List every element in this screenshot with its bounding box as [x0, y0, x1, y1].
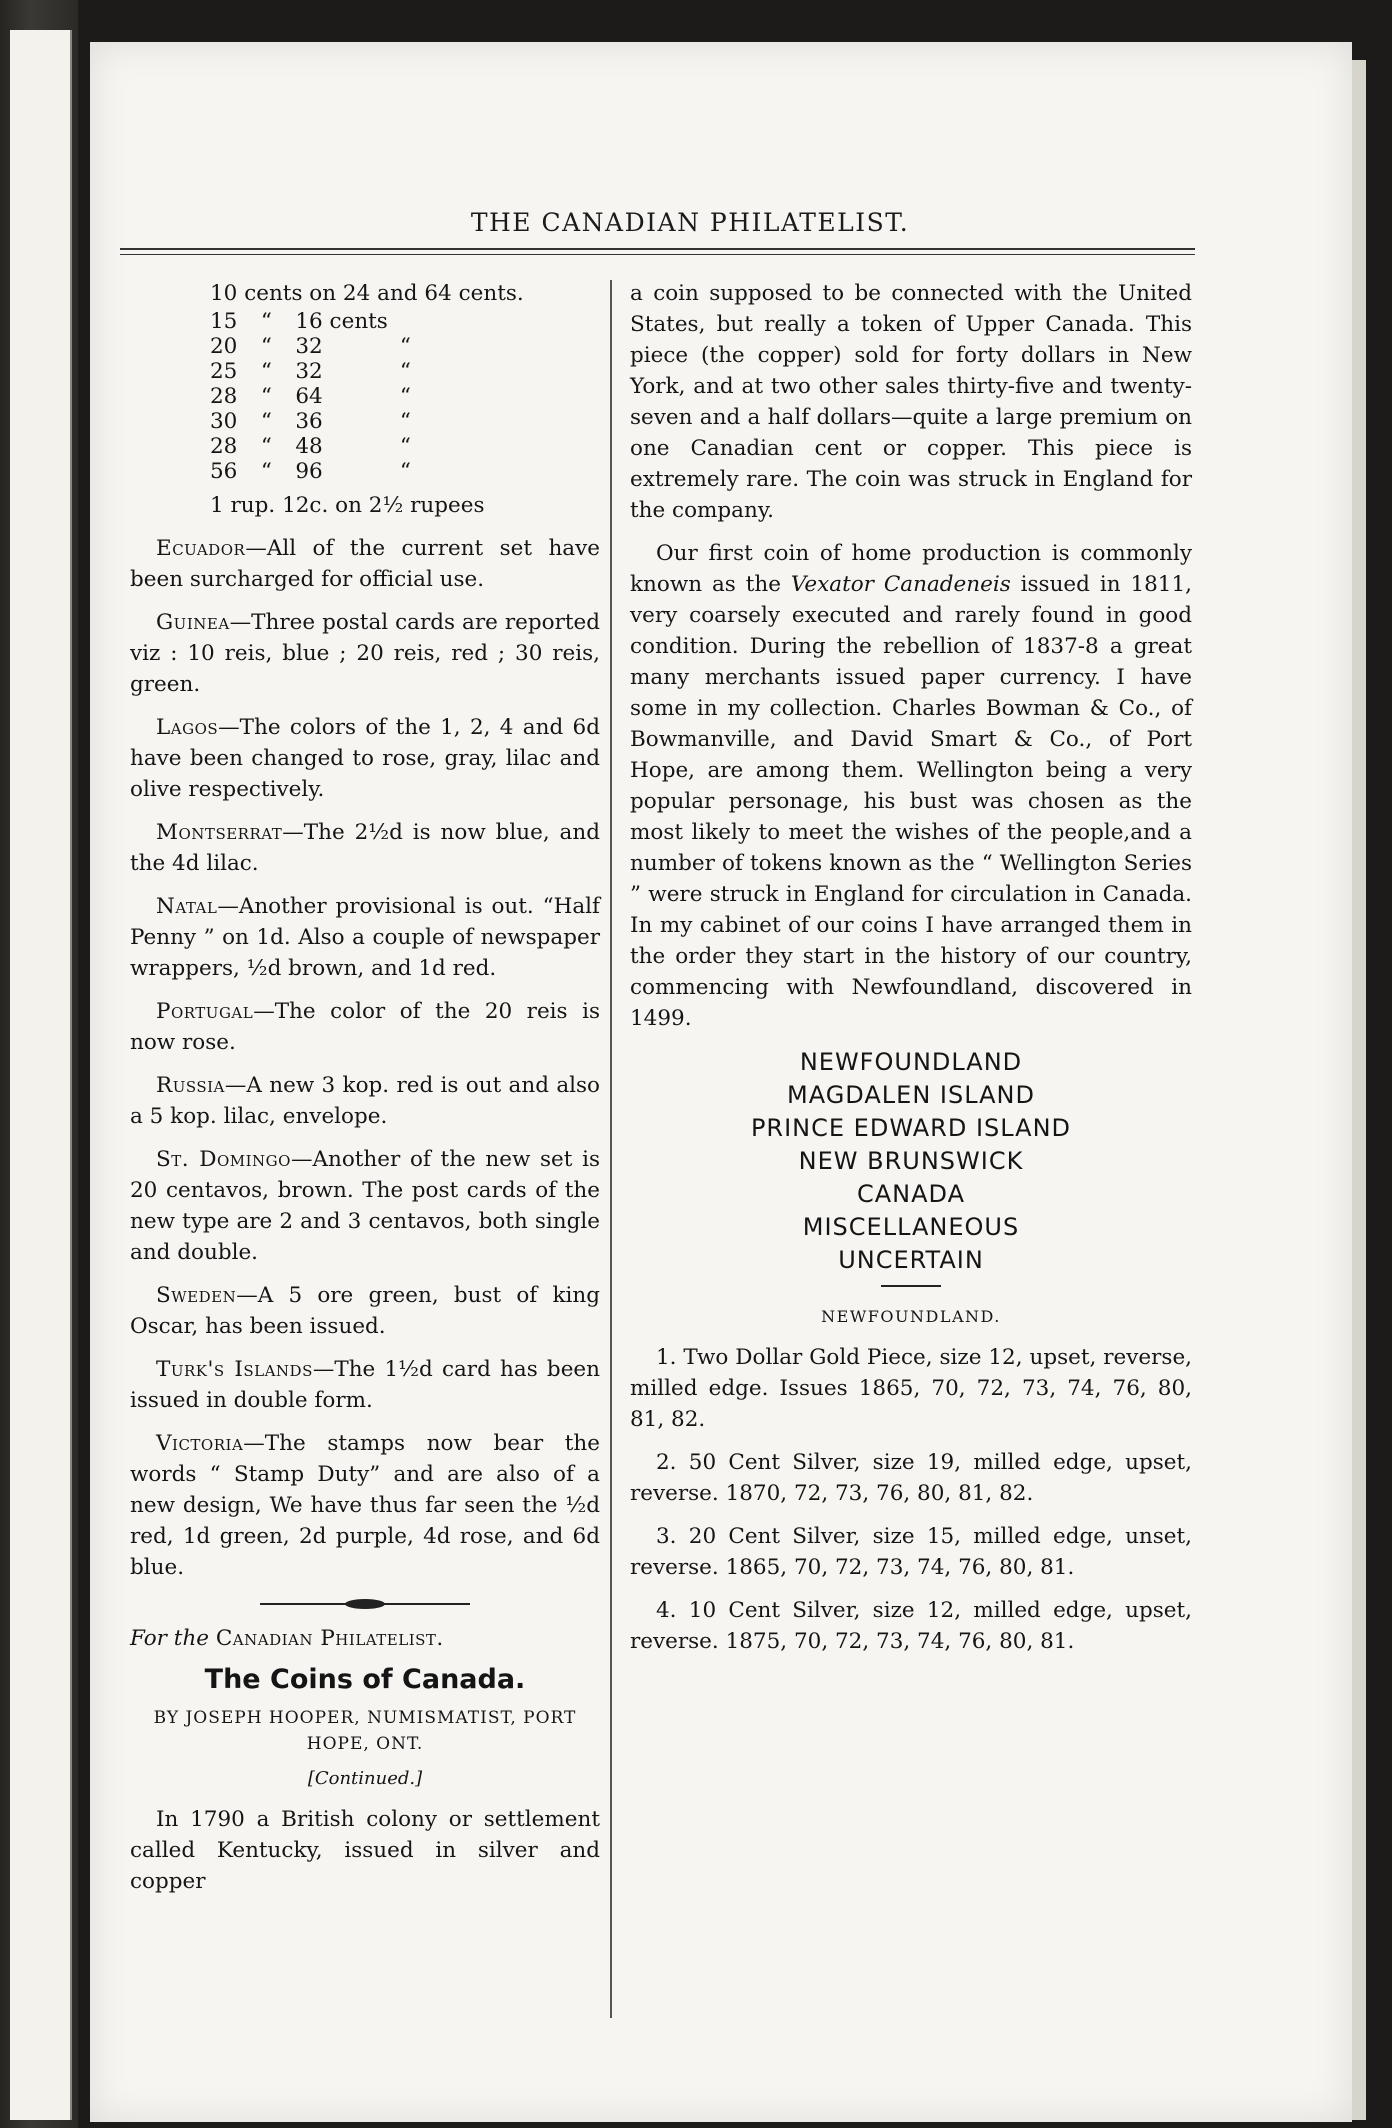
province-heading: PRINCE EDWARD ISLAND — [750, 1114, 1072, 1142]
note-text: —All of the current set have been surcharged for official use. — [130, 536, 600, 592]
surcharge-row: 25 “ 32 “ — [210, 359, 411, 384]
note-paragraph — [130, 1144, 600, 1268]
previous-page-edge — [10, 30, 72, 2120]
province-heading: UNCERTAIN — [838, 1246, 984, 1274]
surcharge-row: 30 “ 36 “ — [210, 409, 411, 434]
surcharge-row: 28 “ 48 “ — [210, 434, 411, 459]
note-text: —A 5 ore green, bust of king Oscar, has been issued. — [130, 1283, 600, 1339]
note-text: —Another of the new set is 20 centavos, brown. The post cards of the new type are 2 and 3 centavos, both single and double. — [130, 1147, 600, 1265]
note-paragraph — [130, 533, 600, 595]
surcharge-row: 56 “ 96 “ — [210, 459, 411, 484]
note-country: Turk's Islands — [156, 1357, 313, 1382]
note-paragraph — [130, 1070, 600, 1132]
running-head: THE CANADIAN PHILATELIST. — [470, 208, 910, 237]
surcharge-table — [210, 309, 423, 484]
article-title: The Coins of Canada. — [204, 1664, 526, 1695]
column-rule — [610, 280, 612, 2018]
coin-entry: 3. 20 Cent Silver, size 15, milled edge, unset, reverse. 1865, 70, 72, 73, 74, 76, 80, 81. — [630, 1524, 1192, 1580]
note-paragraph — [130, 891, 600, 984]
surcharge-row: 15 “ 16 cents — [210, 309, 388, 334]
short-rule — [881, 1285, 941, 1287]
coin-entry: 2. 50 Cent Silver, size 19, milled edge, upset, reverse. 1870, 72, 73, 76, 80, 81, 82. — [630, 1450, 1192, 1506]
province-heading: MAGDALEN ISLAND — [787, 1081, 1035, 1109]
note-country: Ecuador — [156, 536, 246, 561]
note-text: —A new 3 kop. red is out and also a 5 kop. lilac, envelope. — [130, 1073, 600, 1129]
note-text: —The 2½d is now blue, and the 4d lilac. — [130, 820, 600, 876]
section-subhead: NEWFOUNDLAND. — [821, 1307, 1001, 1326]
note-paragraph — [130, 1354, 600, 1416]
article-paragraph: a coin supposed to be connected with the United States, but really a token of Upper Canada. This piece (the copper) sold for forty dollars in New York, and at two other sales thirty-five and twenty-seven and a half dollars—quite a large premium on one Canadian cent or copper. This piece is extremely rare. The coin was struck in England for the company. — [630, 281, 1192, 523]
note-country: St. Domingo — [156, 1147, 291, 1172]
header-rule — [120, 248, 1195, 255]
note-text: —Another provisional is out. “Half Penny ” on 1d. Also a couple of newspaper wrappers, ½d brown, and 1d red. — [130, 894, 600, 981]
note-country: Montserrat — [156, 820, 283, 845]
note-paragraph — [130, 996, 600, 1058]
note-text: —The colors of the 1, 2, 4 and 6d have been changed to rose, gray, lilac and olive respectively. — [130, 715, 600, 802]
province-list — [630, 1046, 1192, 1277]
page-stack-edge — [1352, 60, 1366, 2120]
province-heading: NEW BRUNSWICK — [798, 1147, 1024, 1175]
note-country: Russia — [156, 1073, 225, 1098]
rate-line-last: 1 rup. 12c. on 2½ rupees — [210, 493, 485, 518]
province-heading: MISCELLANEOUS — [802, 1213, 1020, 1241]
note-country: Portugal — [156, 999, 254, 1024]
note-text: —The color of the 20 reis is now rose. — [130, 999, 600, 1055]
coin-name: Vexator Canadeneis — [790, 572, 1011, 597]
note-country: Guinea — [156, 610, 230, 635]
continued-note: [Continued.] — [307, 1768, 423, 1789]
coin-entry: 4. 10 Cent Silver, size 12, milled edge, upset, reverse. 1875, 70, 72, 73, 74, 76, 80, 81. — [630, 1598, 1192, 1654]
note-text: —The 1½d card has been issued in double form. — [130, 1357, 600, 1413]
note-country: Sweden — [156, 1283, 237, 1308]
for-line: For the Canadian Philatelist. — [130, 1626, 444, 1651]
note-paragraph — [130, 712, 600, 805]
province-heading: CANADA — [856, 1180, 966, 1208]
note-paragraph — [130, 1280, 600, 1342]
note-text: —The stamps now bear the words “ Stamp Duty” and are also of a new design, We have thus far seen the ½d red, 1d green, 2d purple, 4d rose, and 6d blue. — [130, 1431, 600, 1580]
section-ornament — [260, 1599, 470, 1609]
coin-entry: 1. Two Dollar Gold Piece, size 12, upset, reverse, milled edge. Issues 1865, 70, 72, 73, 74, 76, 80, 81, 82. — [630, 1345, 1192, 1432]
right-column — [630, 278, 1192, 1669]
note-country: Lagos — [156, 715, 219, 740]
byline: BY JOSEPH HOOPER, NUMISMATIST, PORT HOPE, ONT. — [153, 1708, 577, 1754]
surcharge-row: 20 “ 32 “ — [210, 334, 411, 359]
note-paragraph — [130, 1428, 600, 1583]
note-text: —Three postal cards are reported viz : 10 reis, blue ; 20 reis, red ; 30 reis, green. — [130, 610, 600, 697]
province-heading: NEWFOUNDLAND — [799, 1048, 1023, 1076]
article-paragraph: Our first coin of home production is commonly known as the Vexator Canadeneis issued in 1811, very coarsely executed and rarely found in good condition. During the rebellion of 1837-8 a great many merchants issued paper currency. I have some in my collection. Charles Bowman & Co., of Bowmanville, and David Smart & Co., of Port Hope, are among them. Wellington being a very popular personage, his bust was chosen as the most likely to meet the wishes of the people,and a number of tokens known as the “ Wellington Series ” were struck in England for circulation in Canada. In my cabinet of our coins I have arranged them in the order they start in the history of our country, commencing with Newfoundland, discovered in 1499. — [630, 541, 1192, 1031]
left-column — [130, 278, 600, 1909]
note-paragraph — [130, 817, 600, 879]
note-country: Victoria — [156, 1431, 244, 1456]
rate-line-first: 10 cents on 24 and 64 cents. — [210, 281, 524, 306]
article-opening: In 1790 a British colony or settlement called Kentucky, issued in silver and copper — [130, 1807, 600, 1894]
note-country: Natal — [156, 894, 218, 919]
surcharge-row: 28 “ 64 “ — [210, 384, 411, 409]
note-paragraph — [130, 607, 600, 700]
